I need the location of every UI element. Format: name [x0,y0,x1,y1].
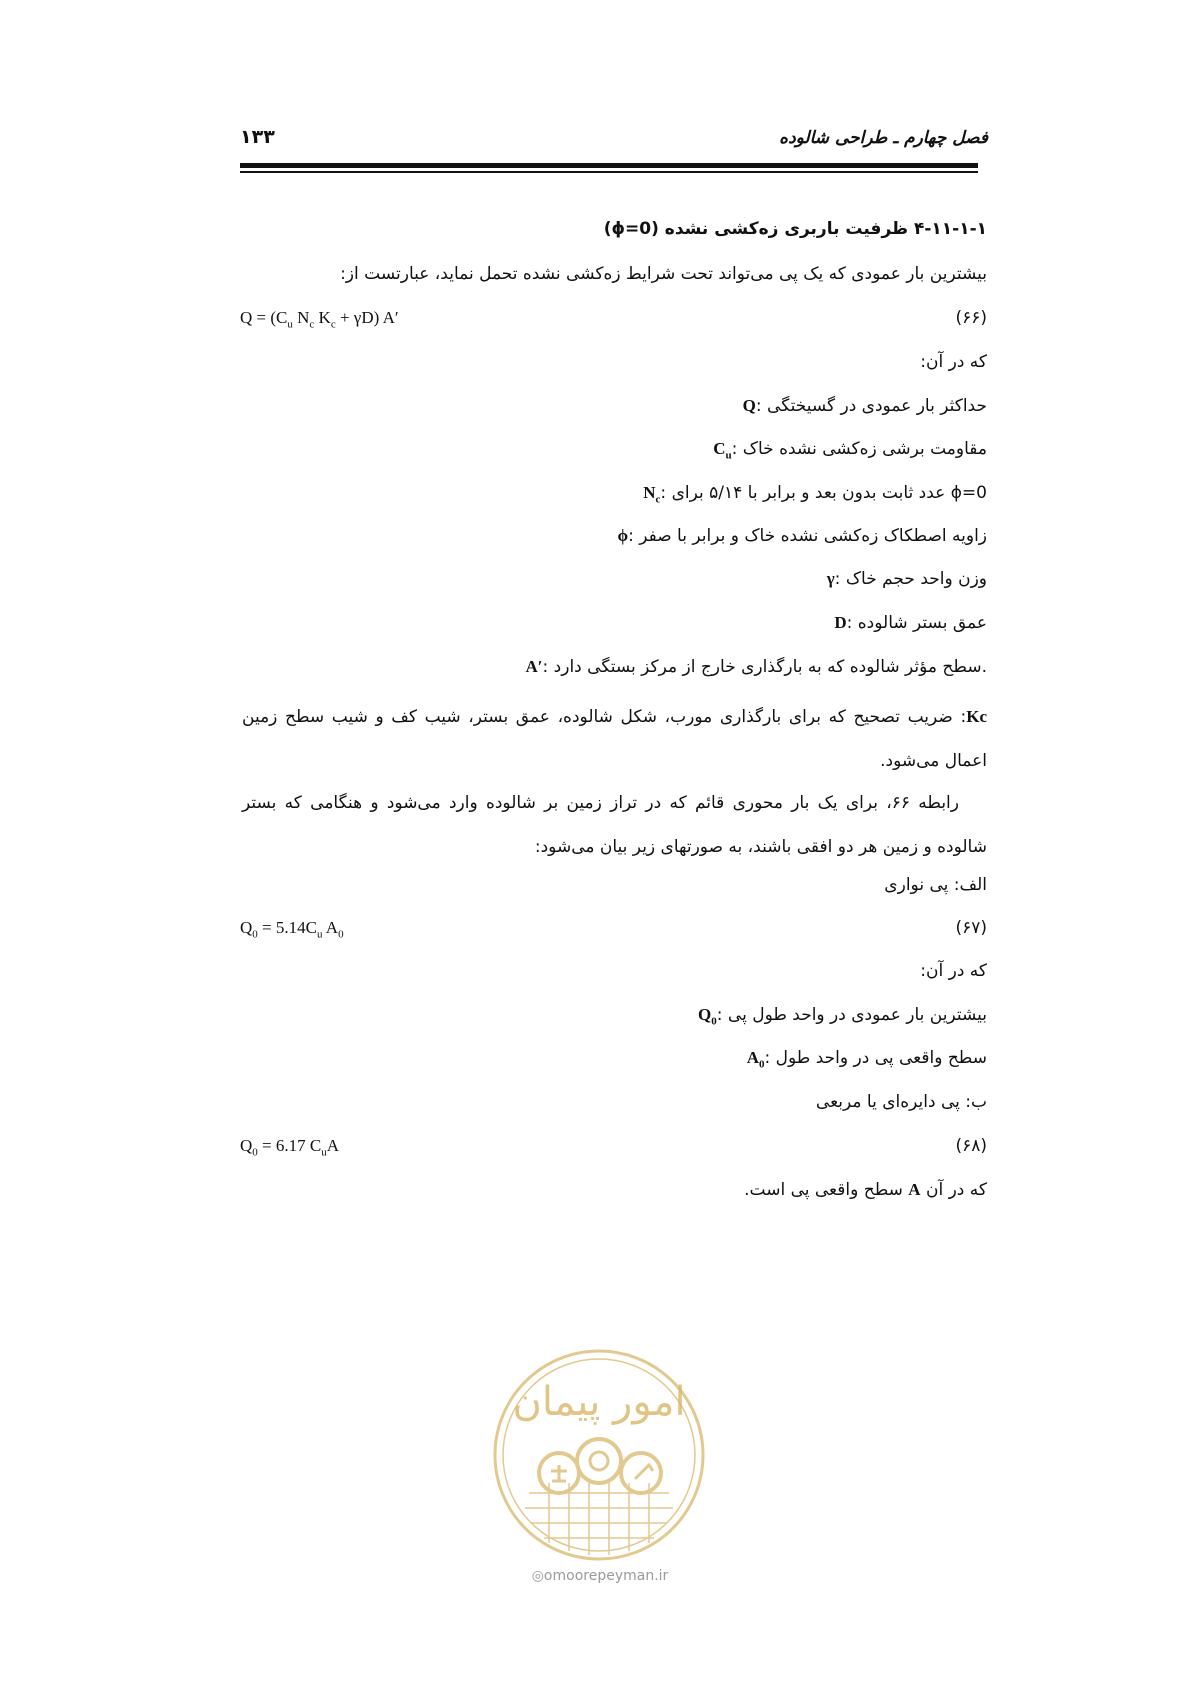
header-rule-thin [240,171,978,173]
watermark-logo [489,1343,709,1568]
final-sentence: که در آن A سطح واقعی پی است. [744,1180,987,1200]
equation-66: $Q = (C_u$ $N_c$ $K_c + \gamma D$) A′ [240,308,399,331]
definition-gamma: γ: وزن واحد حجم خاک [826,569,987,589]
definition-kc: Kc: ضریب تصحیح که برای بارگذاری مورب، شکل شالوده، عمق بستر، شیب کف و شیب سطح زمین اعمال می‌شود. [242,707,987,771]
watermark-logo-text: امور پیمان [512,1379,686,1425]
equation-67-number: (۶۷) [955,918,987,938]
definition-d: D: عمق بستر شالوده [834,613,987,633]
header-rule-thick [240,163,978,168]
definition-cu: $C_u$: مقاومت برشی زه‌کشی نشده خاک [713,439,987,462]
definition-a-prime: A′: سطح مؤثر شالوده که به بارگذاری خارج از مرکز بستگی دارد. [525,657,987,677]
chapter-title: فصل چهارم ـ طراحی شالوده [779,128,988,148]
equation-68: $Q_0 = 6.17$ $C_uA$ [240,1136,339,1159]
case-b-label: ب: پی دایره‌ای یا مربعی [815,1092,987,1112]
section-heading: ۴-۱۱-۱-۱ ظرفیت باربری زه‌کشی نشده (ϕ=0) [603,219,987,239]
where-label-1: که در آن: [920,352,987,372]
equation-68-number: (۶۸) [955,1136,987,1156]
where-label-2: که در آن: [920,961,987,981]
definition-nc: $N_c$: عدد ثابت بدون بعد و برابر با ۵/۱۴ برای ϕ=0 [643,483,987,506]
paragraph-1: بیشترین بار عمودی که یک پی می‌تواند تحت شرایط زه‌کشی نشده تحمل نماید، عبارتست از: [340,264,987,284]
definition-a0: $A_0$: سطح واقعی پی در واحد طول [746,1048,987,1071]
paragraph-2: رابطه ۶۶، برای یک بار محوری قائم که در تراز زمین بر شالوده وارد می‌شود و هنگامی که بستر شالوده و زمین هر دو افقی باشند، به صورتهای زیر بیان می‌شود: [242,793,987,857]
definition-q: Q: حداکثر بار عمودی در گسیختگی [742,396,987,416]
definition-phi: ϕ: زاویه اصطکاک زه‌کشی نشده خاک و برابر با صفر [617,526,987,546]
definition-q0: $Q_0$: بیشترین بار عمودی در واحد طول پی [698,1005,987,1028]
equation-67: $Q_0 = 5.14C_u$ $A_0$ [240,918,344,941]
case-a-label: الف: پی نواری [884,875,987,895]
equation-66-number: (۶۶) [955,308,987,328]
watermark-url: ◎omoorepeyman.ir [531,1568,669,1584]
page-number: ۱۳۳ [240,126,275,148]
